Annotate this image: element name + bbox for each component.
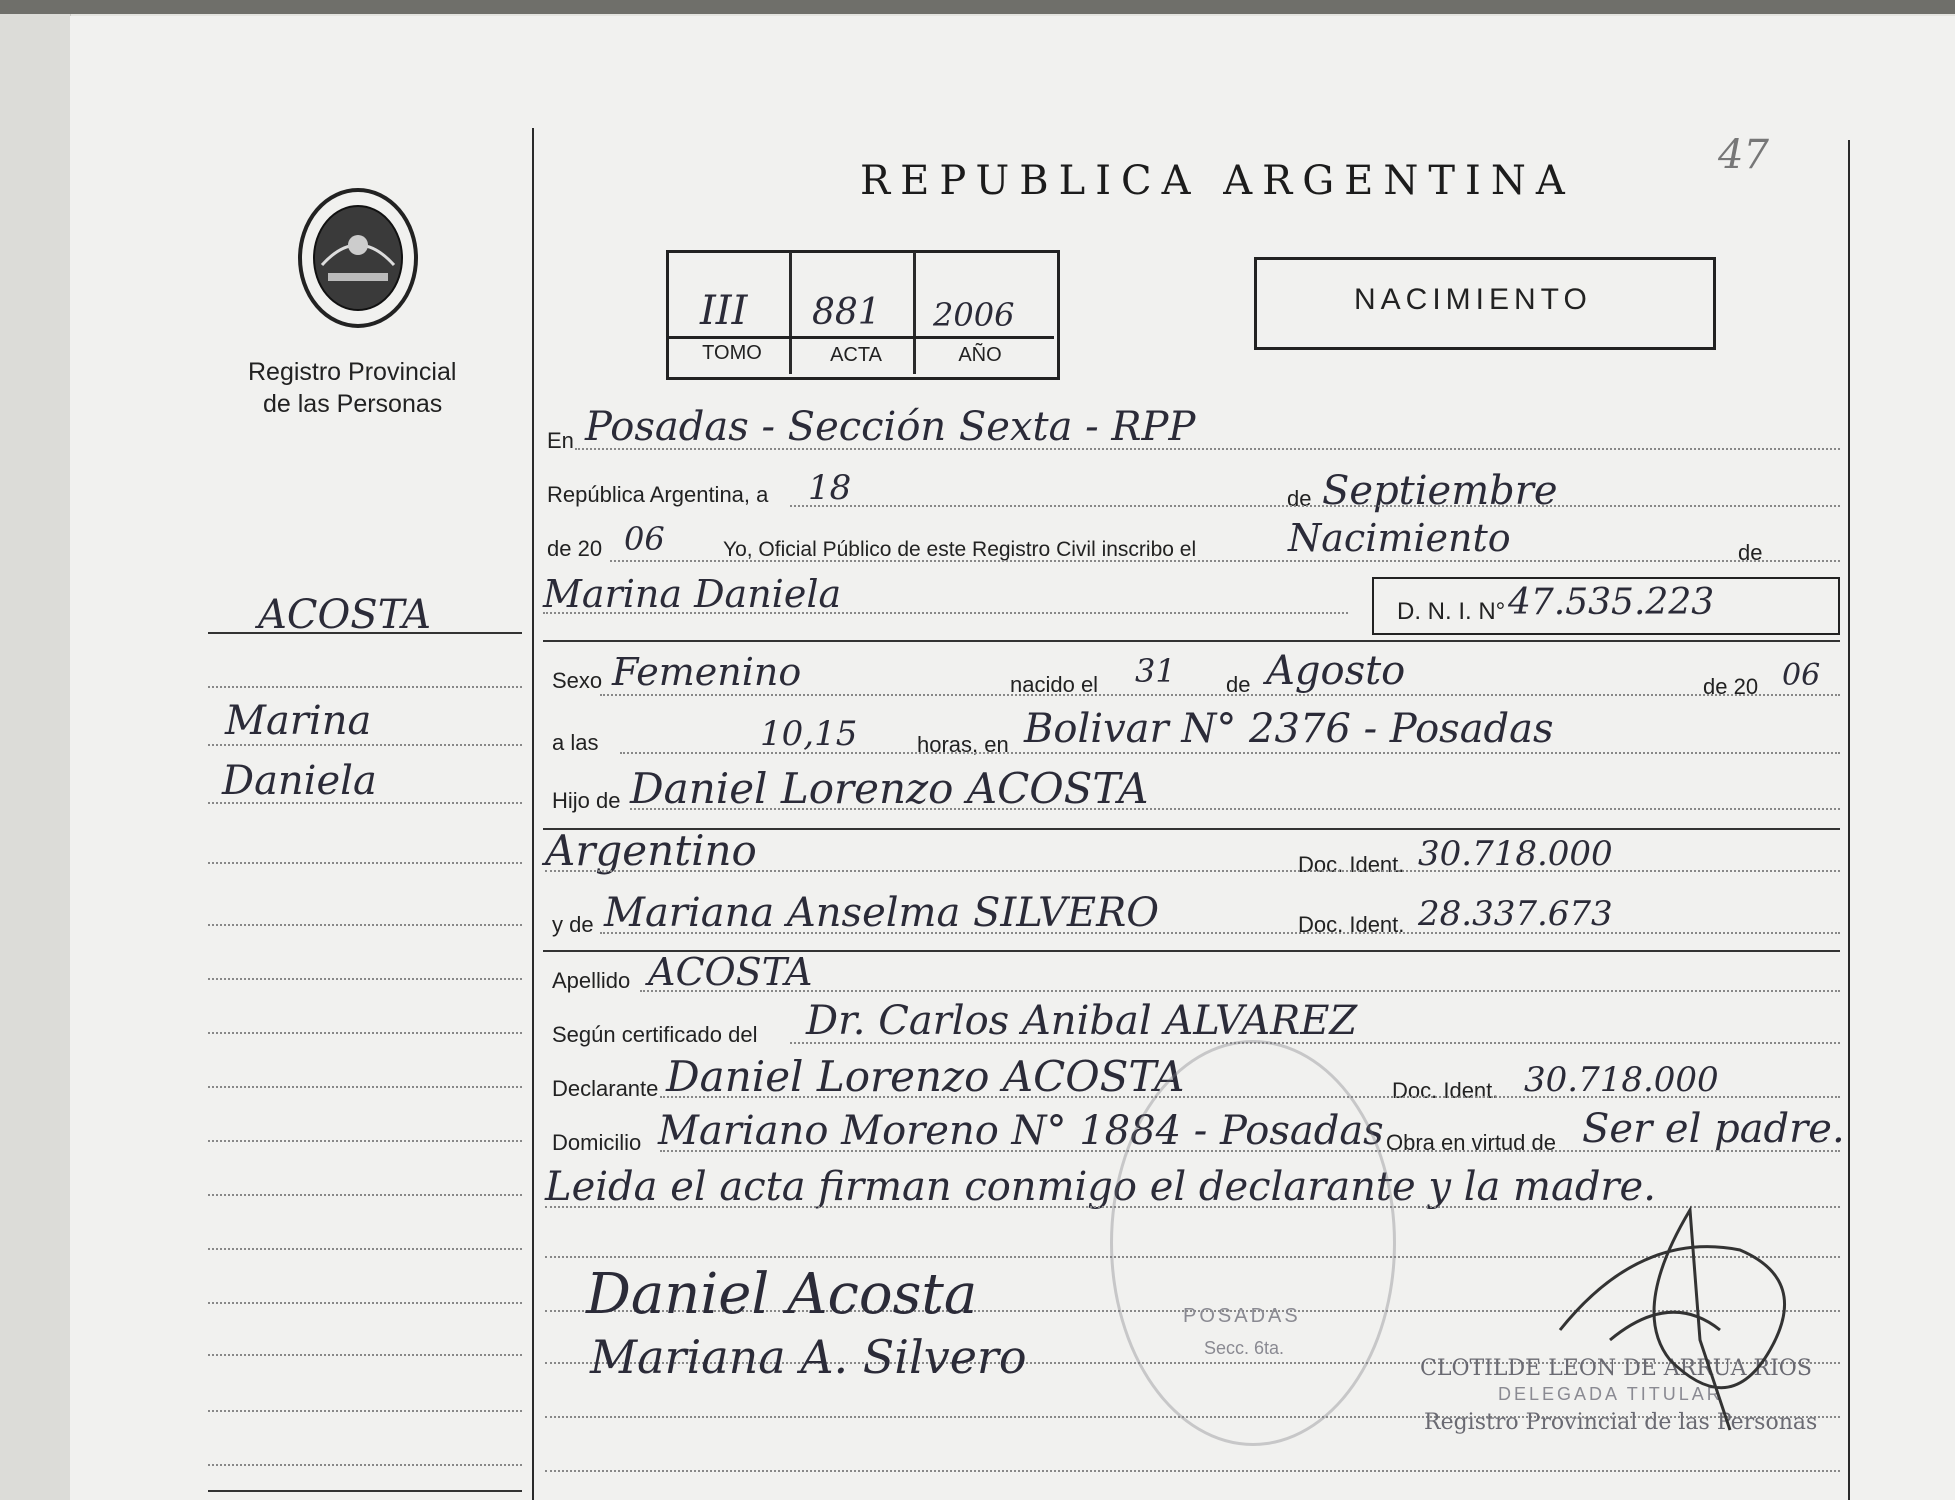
signature-madre: Mariana A. Silvero [590,1330,1027,1384]
label-domicilio: Domicilio [552,1130,642,1155]
label-hijo: Hijo de [552,788,621,813]
registry-name-line1: Registro Provincial [248,358,457,386]
field-acto: Nacimiento [1288,516,1511,560]
official-org: Registro Provincial de las Personas [1424,1410,1818,1435]
field-hora: 10,15 [760,714,858,754]
field-anio: 06 [624,520,665,558]
stamp-sub-text: Secc. 6ta. [1204,1338,1285,1358]
field-dni: 47.535.223 [1508,582,1715,623]
signature-declarante: Daniel Acosta [586,1262,978,1327]
label-obra: Obra en virtud de [1386,1130,1556,1155]
field-dia: 18 [808,468,852,508]
field-obra: Ser el padre. [1582,1106,1845,1152]
anio-label: AÑO [958,344,1002,366]
page-title: REPUBLICA ARGENTINA [860,158,1575,204]
margin-given-1: Marina [225,698,372,744]
field-domicilio: Mariano Moreno N° 1884 - Posadas [658,1108,1384,1154]
official-name: CLOTILDE LEON DE ARRUA RIOS [1420,1356,1812,1381]
label-de-3: de [1226,672,1251,697]
label-alas: a las [552,730,599,755]
tomo-value: III [700,288,748,334]
label-sexo: Sexo [552,668,603,693]
official-signature-icon [1520,1190,1820,1440]
field-doc-madre: 28.337.673 [1418,894,1613,934]
official-stamp [1110,1040,1396,1446]
margin-divider [532,128,534,1500]
field-madre: Mariana Anselma SILVERO [604,890,1160,936]
label-nacido: nacido el [1010,672,1099,697]
margin-surname: ACOSTA [258,592,432,638]
label-doc-decl: Doc. Ident. [1392,1078,1499,1103]
page-fold [0,0,71,1500]
field-lectura: Leida el acta firman conmigo el declarante y la madre. [545,1164,1656,1210]
right-border [1848,140,1850,1500]
coat-of-arms-icon [292,185,424,331]
field-doc-decl: 30.718.000 [1524,1060,1719,1100]
field-nac-padre: Argentino [545,826,757,875]
registry-name-line2: de las Personas [263,390,443,418]
field-padre: Daniel Lorenzo ACOSTA [630,764,1149,813]
label-de20-b: de 20 [1703,674,1759,699]
label-doc-madre: Doc. Ident. [1298,912,1405,937]
label-de: de [1287,486,1312,511]
field-nac-mes: Agosto [1266,648,1406,694]
field-mes: Septiembre [1322,468,1558,514]
field-declarante: Daniel Lorenzo ACOSTA [666,1052,1185,1101]
field-nombre: Marina Daniela [543,572,842,616]
margin-given-2: Daniela [222,758,377,804]
field-nac-dia: 31 [1135,652,1176,690]
label-en: En [547,428,574,453]
page-number: 47 [1718,132,1769,178]
label-doc-padre: Doc. Ident. [1298,852,1405,877]
label-declarante: Declarante [552,1076,659,1101]
anio-value: 2006 [933,296,1015,334]
field-lugar: Posadas - Sección Sexta - RPP [585,404,1196,450]
label-apellido: Apellido [552,968,631,993]
stamp-text: POSADAS [1183,1305,1301,1327]
label-republica: República Argentina, a [547,482,769,507]
field-medico: Dr. Carlos Anibal ALVAREZ [806,998,1358,1044]
label-yo: Yo, Oficial Público de este Registro Civil inscribo el [723,538,1197,561]
tomo-label: TOMO [702,342,762,364]
acta-label: ACTA [830,344,882,366]
doc-type-label: NACIMIENTO [1354,283,1592,316]
label-segun: Según certificado del [552,1022,758,1047]
field-nac-anio: 06 [1782,658,1821,693]
label-horas: horas, en [917,732,1009,757]
label-yde: y de [552,912,594,937]
label-de-2: de [1738,540,1763,565]
label-dni: D. N. I. N° [1397,598,1506,625]
field-lugar-nac: Bolivar N° 2376 - Posadas [1024,706,1554,752]
official-title: DELEGADA TITULAR [1498,1384,1723,1404]
label-de20: de 20 [547,536,603,561]
acta-value: 881 [812,292,881,333]
field-doc-padre: 30.718.000 [1418,834,1613,874]
field-apellido: ACOSTA [648,950,813,994]
field-sexo: Femenino [612,650,802,694]
scan-edge [0,0,1955,14]
